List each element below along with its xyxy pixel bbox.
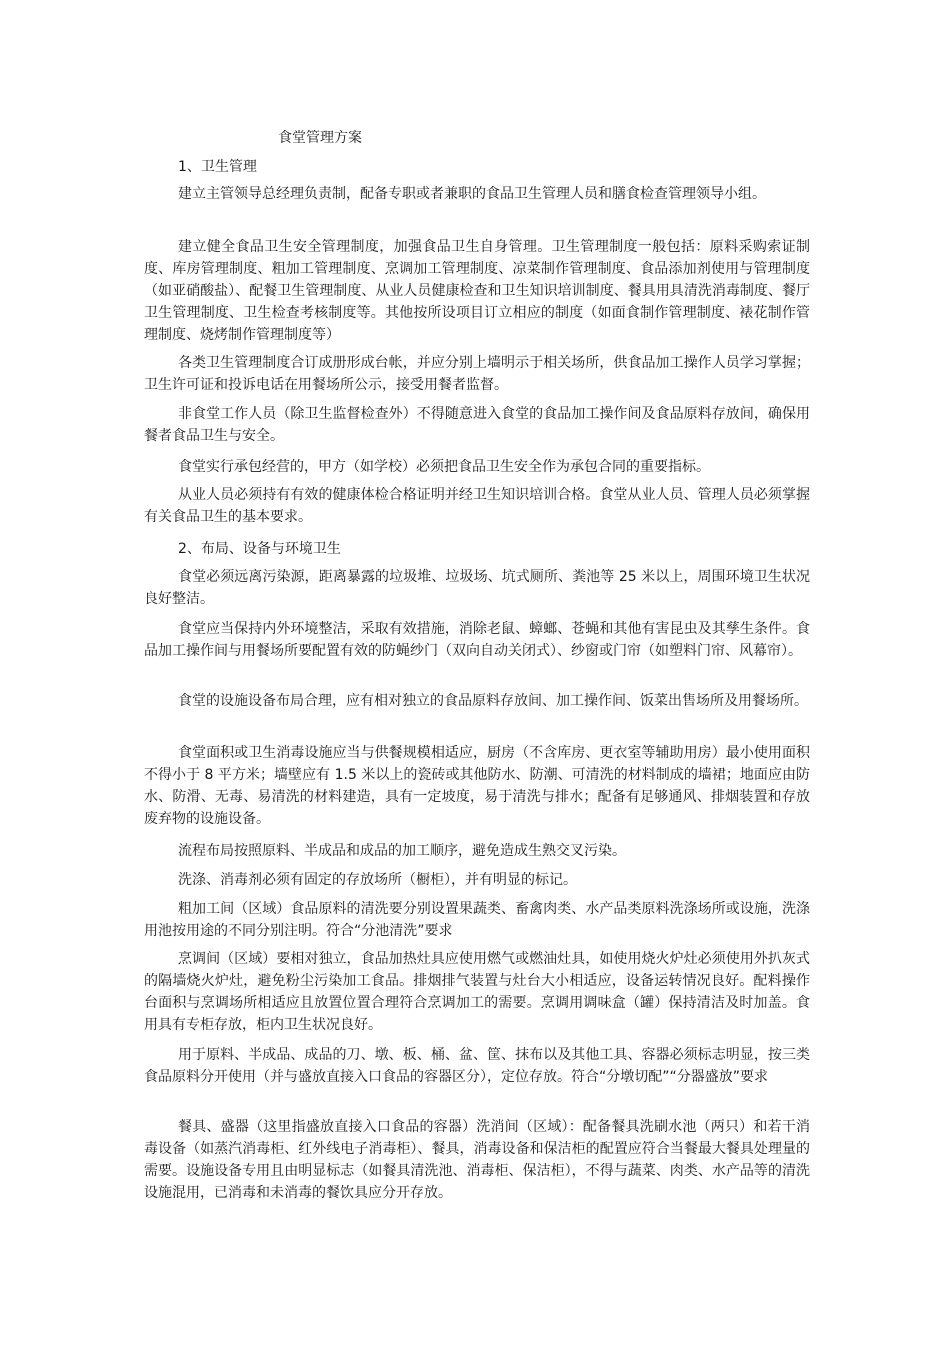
document-title: 食堂管理方案	[278, 130, 362, 146]
paragraph: 烹调间（区域）要相对独立，食品加热灶具应使用燃气或燃油灶具，如使用烧火炉灶必须使用外扒灰式的隔墙烧火炉灶，避免粉尘污染加工食品。排烟排气装置与灶台大小相适应，设备运转情况良好。配料操作台面积与烹调场所相适应且放置位置合理符合烹调加工的需要。烹调用调味盒（罐）保持清洁及时加盖。食用具有专柜存放，柜内卫生状况良好。	[144, 951, 810, 1033]
paragraph: 建立健全食品卫生安全管理制度，加强食品卫生自身管理。卫生管理制度一般包括：原料采购索证制度、库房管理制度、粗加工管理制度、烹调加工管理制度、凉菜制作管理制度、食品添加剂使用与管理制度（如亚硝酸盐）、配餐卫生管理制度、从业人员健康检查和卫生知识培训制度、餐具用具清洗消毒制度、餐厅卫生管理制度、卫生检查考核制度等。其他按所设项目订立相应的制度（如面食制作管理制度、裱花制作管理制度、烧烤制作管理制度等）	[144, 239, 810, 343]
section-heading-layout: 2、布局、设备与环境卫生	[178, 541, 341, 557]
paragraph: 非食堂工作人员（除卫生监督检查外）不得随意进入食堂的食品加工操作间及食品原料存放间，确保用餐者食品卫生与安全。	[144, 406, 810, 444]
paragraph: 从业人员必须持有有效的健康体检合格证明并经卫生知识培训合格。食堂从业人员、管理人员必须掌握有关食品卫生的基本要求。	[144, 487, 810, 525]
paragraph: 食堂实行承包经营的，甲方（如学校）必须把食品卫生安全作为承包合同的重要指标。	[178, 459, 710, 475]
paragraph: 流程布局按照原料、半成品和成品的加工顺序，避免造成生熟交叉污染。	[178, 843, 626, 859]
paragraph: 食堂应当保持内外环境整洁，采取有效措施，消除老鼠、蟑螂、苍蝇和其他有害昆虫及其孳生条件。食品加工操作间与用餐场所要配置有效的防蝇纱门（双向自动关闭式）、纱窗或门帘（如塑料门帘、风幕帘）。	[144, 621, 810, 659]
paragraph: 食堂的设施设备布局合理，应有相对独立的食品原料存放间、加工操作间、饭菜出售场所及用餐场所。	[178, 693, 808, 709]
paragraph: 餐具、盛器（这里指盛放直接入口食品的容器）洗消间（区域）：配备餐具洗刷水池（两只）和若干消毒设备（如蒸汽消毒柜、红外线电子消毒柜）、餐具，消毒设备和保洁柜的配置应符合当餐最大餐具处理量的需要。设施设备专用且由明显标志（如餐具清洗池、消毒柜、保洁柜），不得与蔬菜、肉类、水产品等的清洗设施混用，已消毒和未消毒的餐饮具应分开存放。	[144, 1119, 810, 1201]
paragraph: 各类卫生管理制度合订成册形成台帐，并应分别上墙明示于相关场所，供食品加工操作人员学习掌握；卫生许可证和投诉电话在用餐场所公示，接受用餐者监督。	[144, 355, 810, 393]
paragraph: 粗加工间（区域）食品原料的清洗要分别设置果蔬类、畜禽肉类、水产品类原料洗涤场所或设施，洗涤用池按用途的不同分别注明。符合“分池清洗”要求	[144, 901, 810, 939]
section-heading-hygiene: 1、卫生管理	[178, 159, 257, 175]
paragraph: 食堂面积或卫生消毒设施应当与供餐规模相适应，厨房（不含库房、更衣室等辅助用房）最小使用面积不得小于 8 平方米；墙壁应有 1.5 米以上的瓷砖或其他防水、防潮、可清洗的材料制成的墙裙；地面应由防水、防滑、无毒、易清洗的材料建造，具有一定坡度，易于清洗与排水；配备有足够通风、排烟装置和存放废弃物的设施设备。	[144, 745, 810, 827]
paragraph: 建立主管领导总经理负责制，配备专职或者兼职的食品卫生管理人员和膳食检查管理领导小组。	[178, 186, 766, 202]
paragraph: 食堂必须远离污染源，距离暴露的垃圾堆、垃圾场、坑式厕所、粪池等 25 米以上，周围环境卫生状况良好整洁。	[144, 569, 810, 607]
paragraph: 洗涤、消毒剂必须有固定的存放场所（橱柜），并有明显的标记。	[178, 872, 577, 888]
paragraph: 用于原料、半成品、成品的刀、墩、板、桶、盆、筐、抹布以及其他工具、容器必须标志明显，按三类食品原料分开使用（并与盛放直接入口食品的容器区分），定位存放。符合“分墩切配”“分器盛放”要求	[144, 1047, 810, 1085]
